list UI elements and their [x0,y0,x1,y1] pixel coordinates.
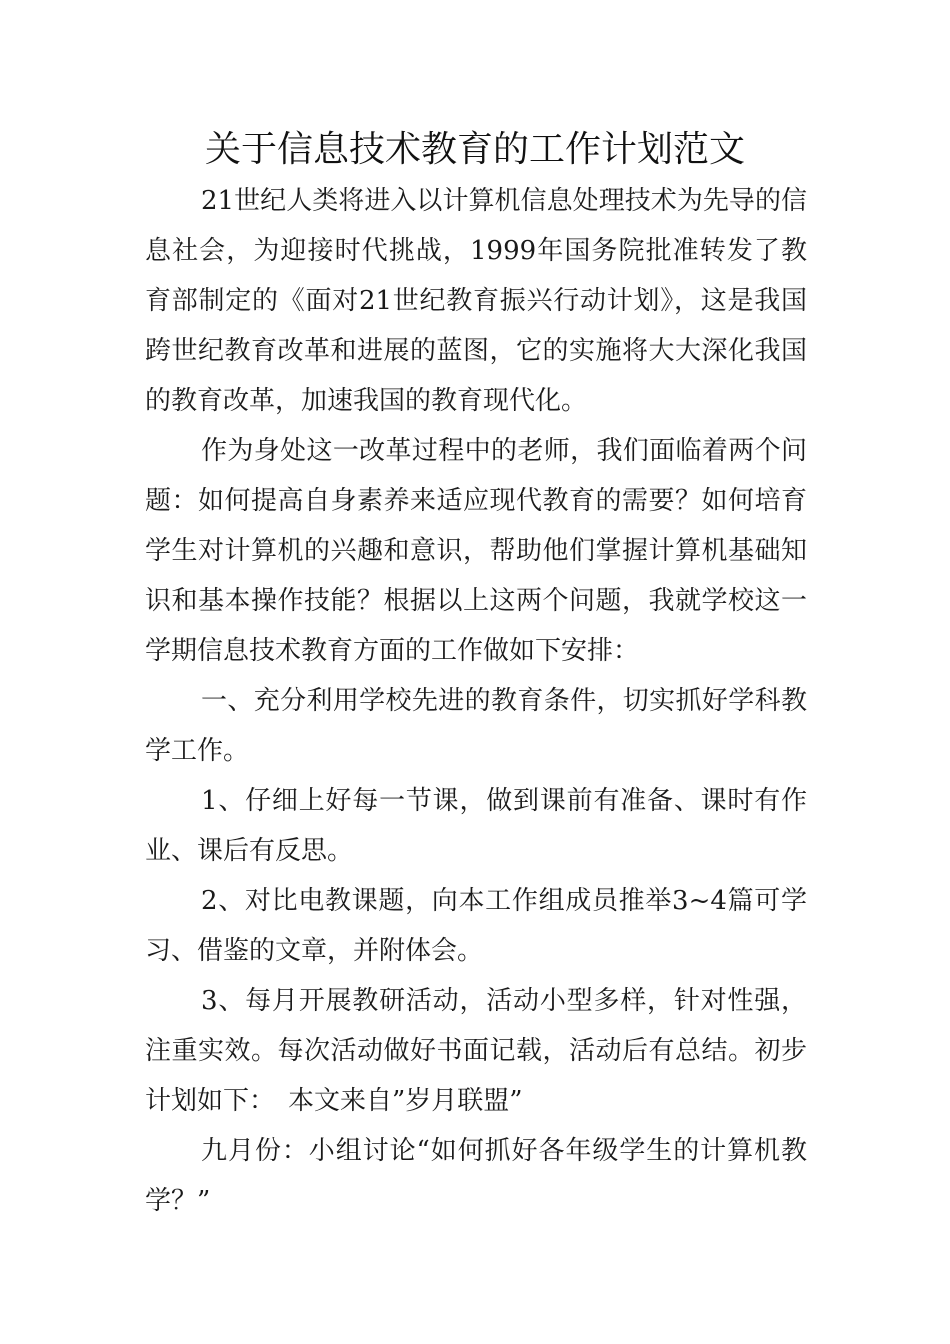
paragraph-item-1: 1、仔细上好每一节课，做到课前有准备、课时有作业、课后有反思。 [145,786,807,866]
paragraph-september: 九月份：小组讨论“如何抓好各年级学生的计算机教学？” [145,1136,807,1216]
paragraph-questions: 作为身处这一改革过程中的老师，我们面临着两个问题：如何提高自身素养来适应现代教育的需要？如何培育学生对计算机的兴趣和意识，帮助他们掌握计算机基础知识和基本操作技能？根据以上这两个问题，我就学校这一学期信息技术教育方面的工作做如下安排： [145,436,807,666]
paragraph-item-2: 2、对比电教课题，向本工作组成员推举3~4篇可学习、借鉴的文章，并附体会。 [145,886,807,966]
paragraph-item-3: 3、每月开展教研活动，活动小型多样，针对性强，注重实效。每次活动做好书面记载，活动后有总结。初步计划如下： 本文来自”岁月联盟” [145,986,807,1116]
document-body [145,176,807,1226]
paragraph-section-one: 一、充分利用学校先进的教育条件，切实抓好学科教学工作。 [145,686,807,766]
paragraph-intro: 21世纪人类将进入以计算机信息处理技术为先导的信息社会，为迎接时代挑战，1999年国务院批准转发了教育部制定的《面对21世纪教育振兴行动计划》，这是我国跨世纪教育改革和进展的蓝图，它的实施将大大深化我国的教育改革，加速我国的教育现代化。 [145,186,807,416]
document-title: 关于信息技术教育的工作计划范文 [204,129,745,170]
